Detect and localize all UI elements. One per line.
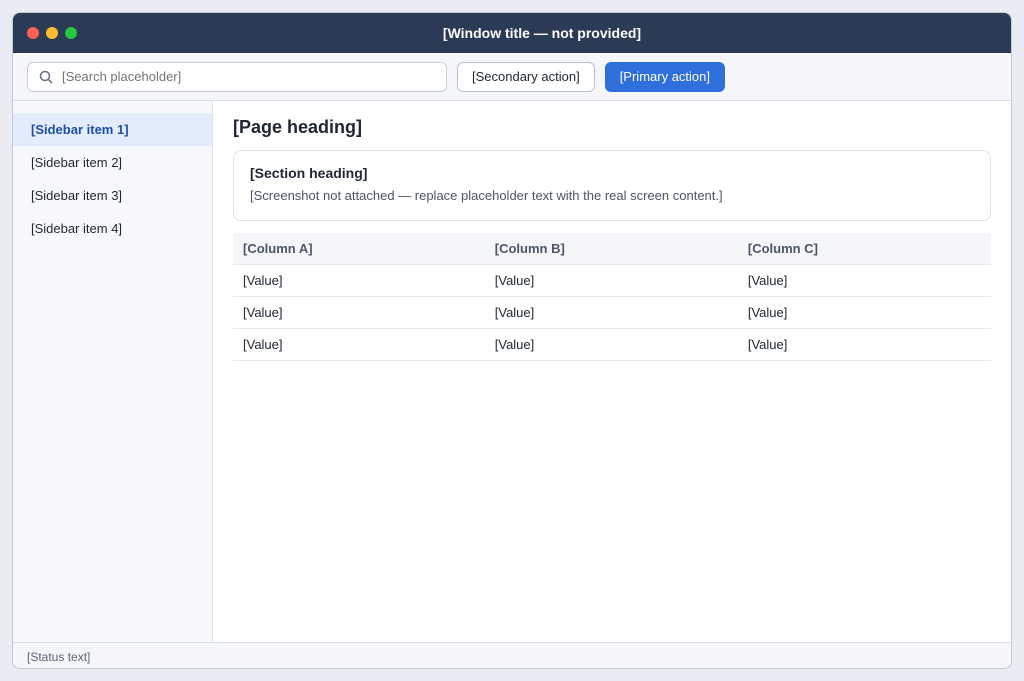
sidebar-item-label: [Sidebar item 3] — [31, 188, 123, 203]
column-header[interactable]: [Column C] — [738, 233, 991, 265]
main-panel — [213, 101, 1011, 642]
title-bar — [13, 13, 1011, 53]
sidebar-item-label: [Sidebar item 1] — [31, 122, 129, 137]
table-cell: [Value] — [485, 328, 738, 360]
table-cell: [Value] — [233, 296, 485, 328]
card-title: [Section heading] — [250, 165, 368, 181]
secondary-button[interactable]: [Secondary action] — [457, 62, 595, 92]
sidebar-item-3[interactable] — [13, 179, 212, 212]
sidebar-item-4[interactable] — [13, 212, 212, 245]
table-cell: [Value] — [233, 264, 485, 296]
sidebar-item-2[interactable] — [13, 146, 212, 179]
page-title: [Page heading] — [233, 117, 363, 137]
sidebar-item-label: [Sidebar item 4] — [31, 221, 123, 236]
sidebar-item-1[interactable] — [13, 113, 212, 146]
close-window-button[interactable] — [27, 27, 39, 39]
table-cell: [Value] — [485, 296, 738, 328]
column-header[interactable]: [Column A] — [233, 233, 485, 265]
minimize-window-button[interactable] — [46, 27, 58, 39]
data-table — [233, 233, 991, 361]
table-row[interactable] — [233, 296, 991, 328]
info-card — [233, 150, 991, 221]
search-icon — [38, 69, 54, 85]
table-cell: [Value] — [738, 328, 991, 360]
search-input[interactable] — [62, 69, 436, 84]
table-row[interactable] — [233, 328, 991, 360]
table-header-row — [233, 233, 991, 265]
maximize-window-button[interactable] — [65, 27, 77, 39]
sidebar-item-label: [Sidebar item 2] — [31, 155, 123, 170]
window-title: [Window title — not provided] — [442, 25, 642, 41]
table-cell: [Value] — [738, 296, 991, 328]
content-area — [13, 101, 1011, 642]
table-cell: [Value] — [738, 264, 991, 296]
table-row[interactable] — [233, 264, 991, 296]
window-controls — [27, 27, 77, 39]
sidebar — [13, 101, 213, 642]
app-window — [12, 12, 1012, 669]
primary-button[interactable]: [Primary action] — [605, 62, 725, 92]
search-box — [27, 62, 447, 92]
toolbar — [13, 53, 1011, 101]
table-cell: [Value] — [233, 328, 485, 360]
table-cell: [Value] — [485, 264, 738, 296]
status-text: [Status text] — [27, 649, 91, 664]
status-bar — [13, 642, 1011, 669]
column-header[interactable]: [Column B] — [485, 233, 738, 265]
card-text: [Screenshot not attached — replace placeholder text with the real screen content.] — [250, 188, 723, 203]
